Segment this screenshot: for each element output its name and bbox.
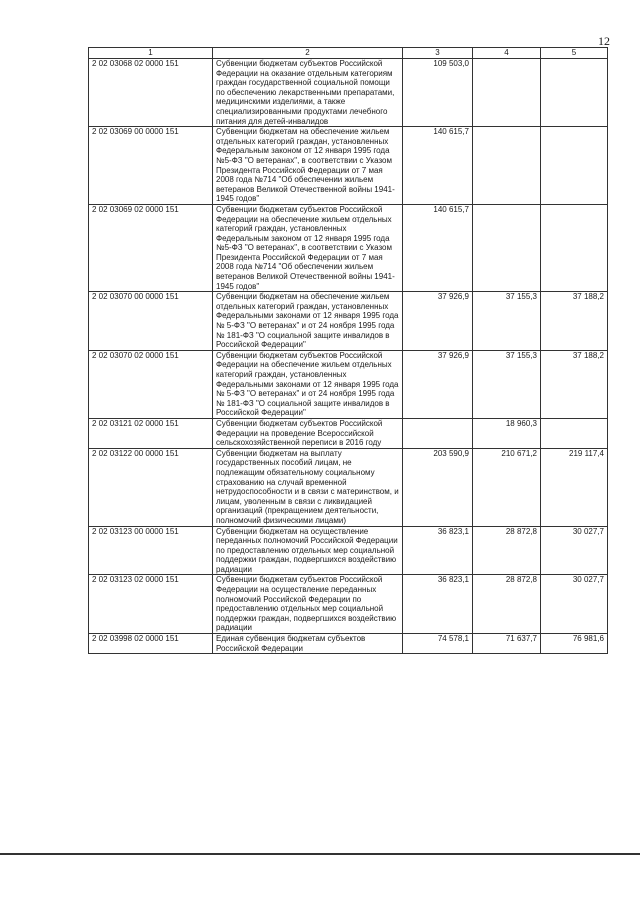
- table-row: [89, 350, 608, 418]
- value-col4: 71 637,7: [473, 634, 541, 654]
- table-row: [89, 448, 608, 526]
- value-col3: 36 823,1: [403, 526, 473, 575]
- value-col4: 28 872,8: [473, 575, 541, 634]
- budget-code: 2 02 03123 02 0000 151: [89, 575, 213, 634]
- budget-code: 2 02 03998 02 0000 151: [89, 634, 213, 654]
- value-col3: 109 503,0: [403, 59, 473, 127]
- value-col5: [541, 204, 608, 291]
- table-row: [89, 127, 608, 205]
- item-name: Субвенции бюджетам на осуществление переданных полномочий Российской Федерации по предоставлению отдельных мер социальной поддержки граждан, подвергшихся воздействию радиации: [213, 526, 403, 575]
- budget-code: 2 02 03122 00 0000 151: [89, 448, 213, 526]
- value-col4: 37 155,3: [473, 292, 541, 351]
- budget-code: 2 02 03068 02 0000 151: [89, 59, 213, 127]
- header-row: [89, 48, 608, 59]
- item-name: Субвенции бюджетам на обеспечение жильем отдельных категорий граждан, установленных Федеральным законом от 12 января 1995 года №5-ФЗ "О ветеранах", в соответствии с Указом Президента Российской Федерации от 7 мая 2008 года №714 "Об обеспечении жильем ветеранов Великой Отечественной войны 1941-1945 годов": [213, 127, 403, 205]
- table-row: [89, 418, 608, 448]
- value-col3: 140 615,7: [403, 127, 473, 205]
- budget-code: 2 02 03069 00 0000 151: [89, 127, 213, 205]
- page-number: 12: [598, 34, 610, 48]
- column-header: 5: [541, 48, 608, 59]
- value-col5: 30 027,7: [541, 526, 608, 575]
- budget-code: 2 02 03069 02 0000 151: [89, 204, 213, 291]
- item-name: Субвенции бюджетам субъектов Российской Федерации на осуществление переданных полномочий Российской Федерации по предоставлению отдельных мер социальной поддержки граждан, подвергшихся воздействию радиации: [213, 575, 403, 634]
- item-name: Субвенции бюджетам субъектов Российской Федерации на проведение Всероссийской сельскохозяйственной переписи в 2016 году: [213, 418, 403, 448]
- column-header: 4: [473, 48, 541, 59]
- value-col4: 210 671,2: [473, 448, 541, 526]
- item-name: Единая субвенция бюджетам субъектов Российской Федерации: [213, 634, 403, 654]
- table-row: [89, 575, 608, 634]
- value-col4: [473, 127, 541, 205]
- column-header: 2: [213, 48, 403, 59]
- value-col5: [541, 418, 608, 448]
- value-col3: [403, 418, 473, 448]
- value-col4: 18 960,3: [473, 418, 541, 448]
- value-col5: 219 117,4: [541, 448, 608, 526]
- budget-code: 2 02 03121 02 0000 151: [89, 418, 213, 448]
- table-row: [89, 526, 608, 575]
- value-col3: 140 615,7: [403, 204, 473, 291]
- table-row: [89, 292, 608, 351]
- table-row: [89, 204, 608, 291]
- table-row: [89, 59, 608, 127]
- budget-code: 2 02 03070 02 0000 151: [89, 350, 213, 418]
- value-col4: [473, 204, 541, 291]
- column-header: 1: [89, 48, 213, 59]
- value-col5: 30 027,7: [541, 575, 608, 634]
- value-col3: 37 926,9: [403, 350, 473, 418]
- value-col3: 37 926,9: [403, 292, 473, 351]
- budget-code: 2 02 03123 00 0000 151: [89, 526, 213, 575]
- item-name: Субвенции бюджетам субъектов Российской Федерации на оказание отдельным категориям граждан государственной социальной помощи по обеспечению лекарственными препаратами, медицинскими изделиями, а также специализированными продуктами лечебного питания для детей-инвалидов: [213, 59, 403, 127]
- value-col5: 76 981,6: [541, 634, 608, 654]
- item-name: Субвенции бюджетам на выплату государственных пособий лицам, не подлежащим обязательному социальному страхованию на случай временной нетрудоспособности и в связи с материнством, и лицам, уволенным в связи с ликвидацией организаций (прекращением деятельности, полномочий физическими лицами): [213, 448, 403, 526]
- item-name: Субвенции бюджетам субъектов Российской Федерации на обеспечение жильем отдельных категорий граждан, установленных Федеральным законом от 12 января 1995 года №5-ФЗ "О ветеранах", в соответствии с Указом Президента Российской Федерации от 7 мая 2008 года №714 "Об обеспечении жильем ветеранов Великой Отечественной войны 1941-1945 годов": [213, 204, 403, 291]
- value-col4: 28 872,8: [473, 526, 541, 575]
- value-col3: 36 823,1: [403, 575, 473, 634]
- value-col5: [541, 127, 608, 205]
- value-col3: 203 590,9: [403, 448, 473, 526]
- value-col5: 37 188,2: [541, 350, 608, 418]
- value-col4: [473, 59, 541, 127]
- item-name: Субвенции бюджетам субъектов Российской Федерации на обеспечение жильем отдельных категорий граждан, установленных Федеральными законами от 12 января 1995 года № 5-ФЗ "О ветеранах" и от 24 ноября 1995 года № 181-ФЗ "О социальной защите инвалидов в Российской Федерации": [213, 350, 403, 418]
- value-col4: 37 155,3: [473, 350, 541, 418]
- table-row: [89, 634, 608, 654]
- column-header: 3: [403, 48, 473, 59]
- value-col5: 37 188,2: [541, 292, 608, 351]
- budget-code: 2 02 03070 00 0000 151: [89, 292, 213, 351]
- value-col5: [541, 59, 608, 127]
- item-name: Субвенции бюджетам на обеспечение жильем отдельных категорий граждан, установленных Федеральными законами от 12 января 1995 года № 5-ФЗ "О ветеранах" и от 24 ноября 1995 года № 181-ФЗ "О социальной защите инвалидов в Российской Федерации": [213, 292, 403, 351]
- value-col3: 74 578,1: [403, 634, 473, 654]
- page-bottom-rule: [0, 853, 640, 855]
- budget-table: [88, 47, 608, 654]
